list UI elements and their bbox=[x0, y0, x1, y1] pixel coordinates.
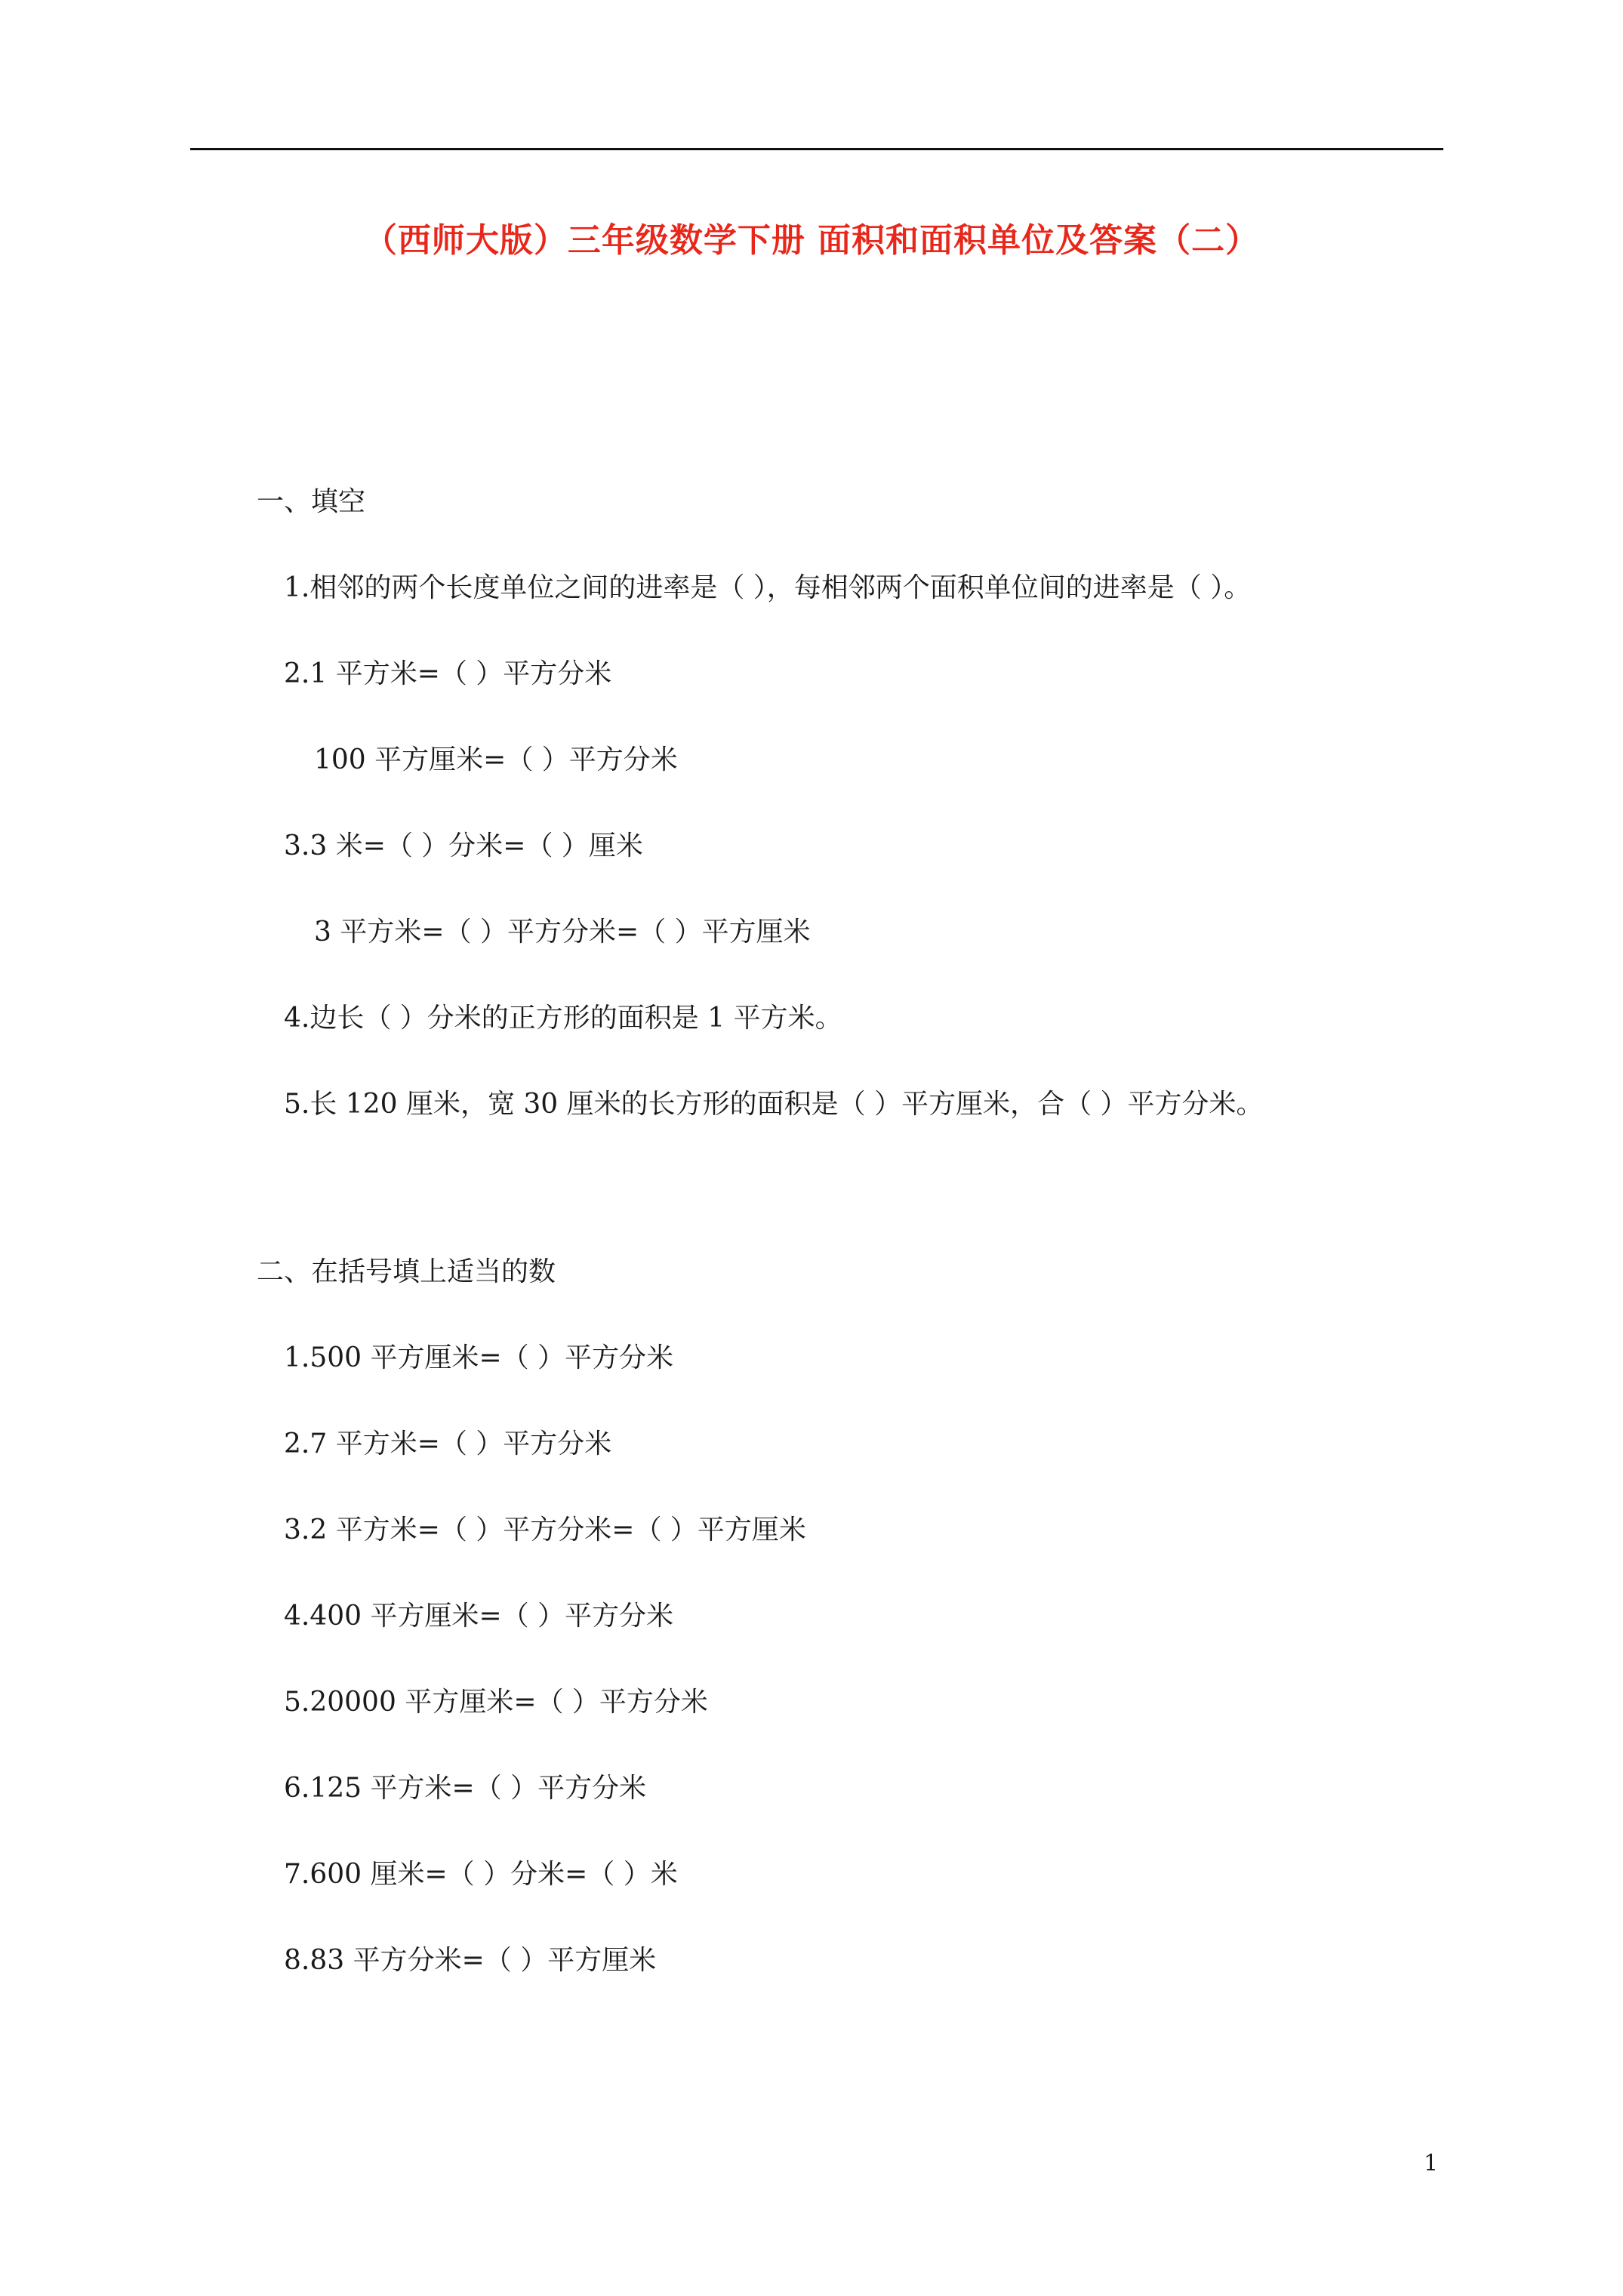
question-line: 5.长 120 厘米，宽 30 厘米的长方形的面积是（ ）平方厘米，合（ ）平方分米。 bbox=[284, 1089, 1264, 1120]
question-line: 1.相邻的两个长度单位之间的进率是（ ），每相邻两个面积单位间的进率是（ ）。 bbox=[284, 572, 1252, 603]
section-heading-brackets: 二、在括号填上适当的数 bbox=[257, 1256, 556, 1287]
document-title: （西师大版）三年级数学下册 面积和面积单位及答案（二） bbox=[363, 221, 1260, 260]
question-line: 8.83 平方分米=（ ）平方厘米 bbox=[284, 1945, 657, 1976]
question-line: 3.3 米=（ ）分米=（ ）厘米 bbox=[284, 831, 643, 861]
question-line: 2.7 平方米=（ ）平方分米 bbox=[284, 1428, 612, 1459]
question-line: 7.600 厘米=（ ）分米=（ ）米 bbox=[284, 1859, 678, 1890]
question-line: 3.2 平方米=（ ）平方分米=（ ）平方厘米 bbox=[284, 1515, 806, 1546]
question-line: 2.1 平方米=（ ）平方分米 bbox=[284, 658, 612, 689]
question-line: 6.125 平方米=（ ）平方分米 bbox=[284, 1773, 647, 1804]
question-line: 4.边长（ ）分米的正方形的面积是 1 平方米。 bbox=[284, 1003, 842, 1034]
question-line: 100 平方厘米=（ ）平方分米 bbox=[314, 744, 678, 775]
header-rule bbox=[190, 148, 1443, 150]
question-line: 5.20000 平方厘米=（ ）平方分米 bbox=[284, 1687, 708, 1718]
question-line: 4.400 平方厘米=（ ）平方分米 bbox=[284, 1601, 674, 1632]
section-heading-fill-blank: 一、填空 bbox=[257, 486, 366, 517]
question-line: 1.500 平方厘米=（ ）平方分米 bbox=[284, 1342, 674, 1373]
page-number: 1 bbox=[1424, 2150, 1439, 2177]
question-line: 3 平方米=（ ）平方分米=（ ）平方厘米 bbox=[314, 917, 811, 948]
